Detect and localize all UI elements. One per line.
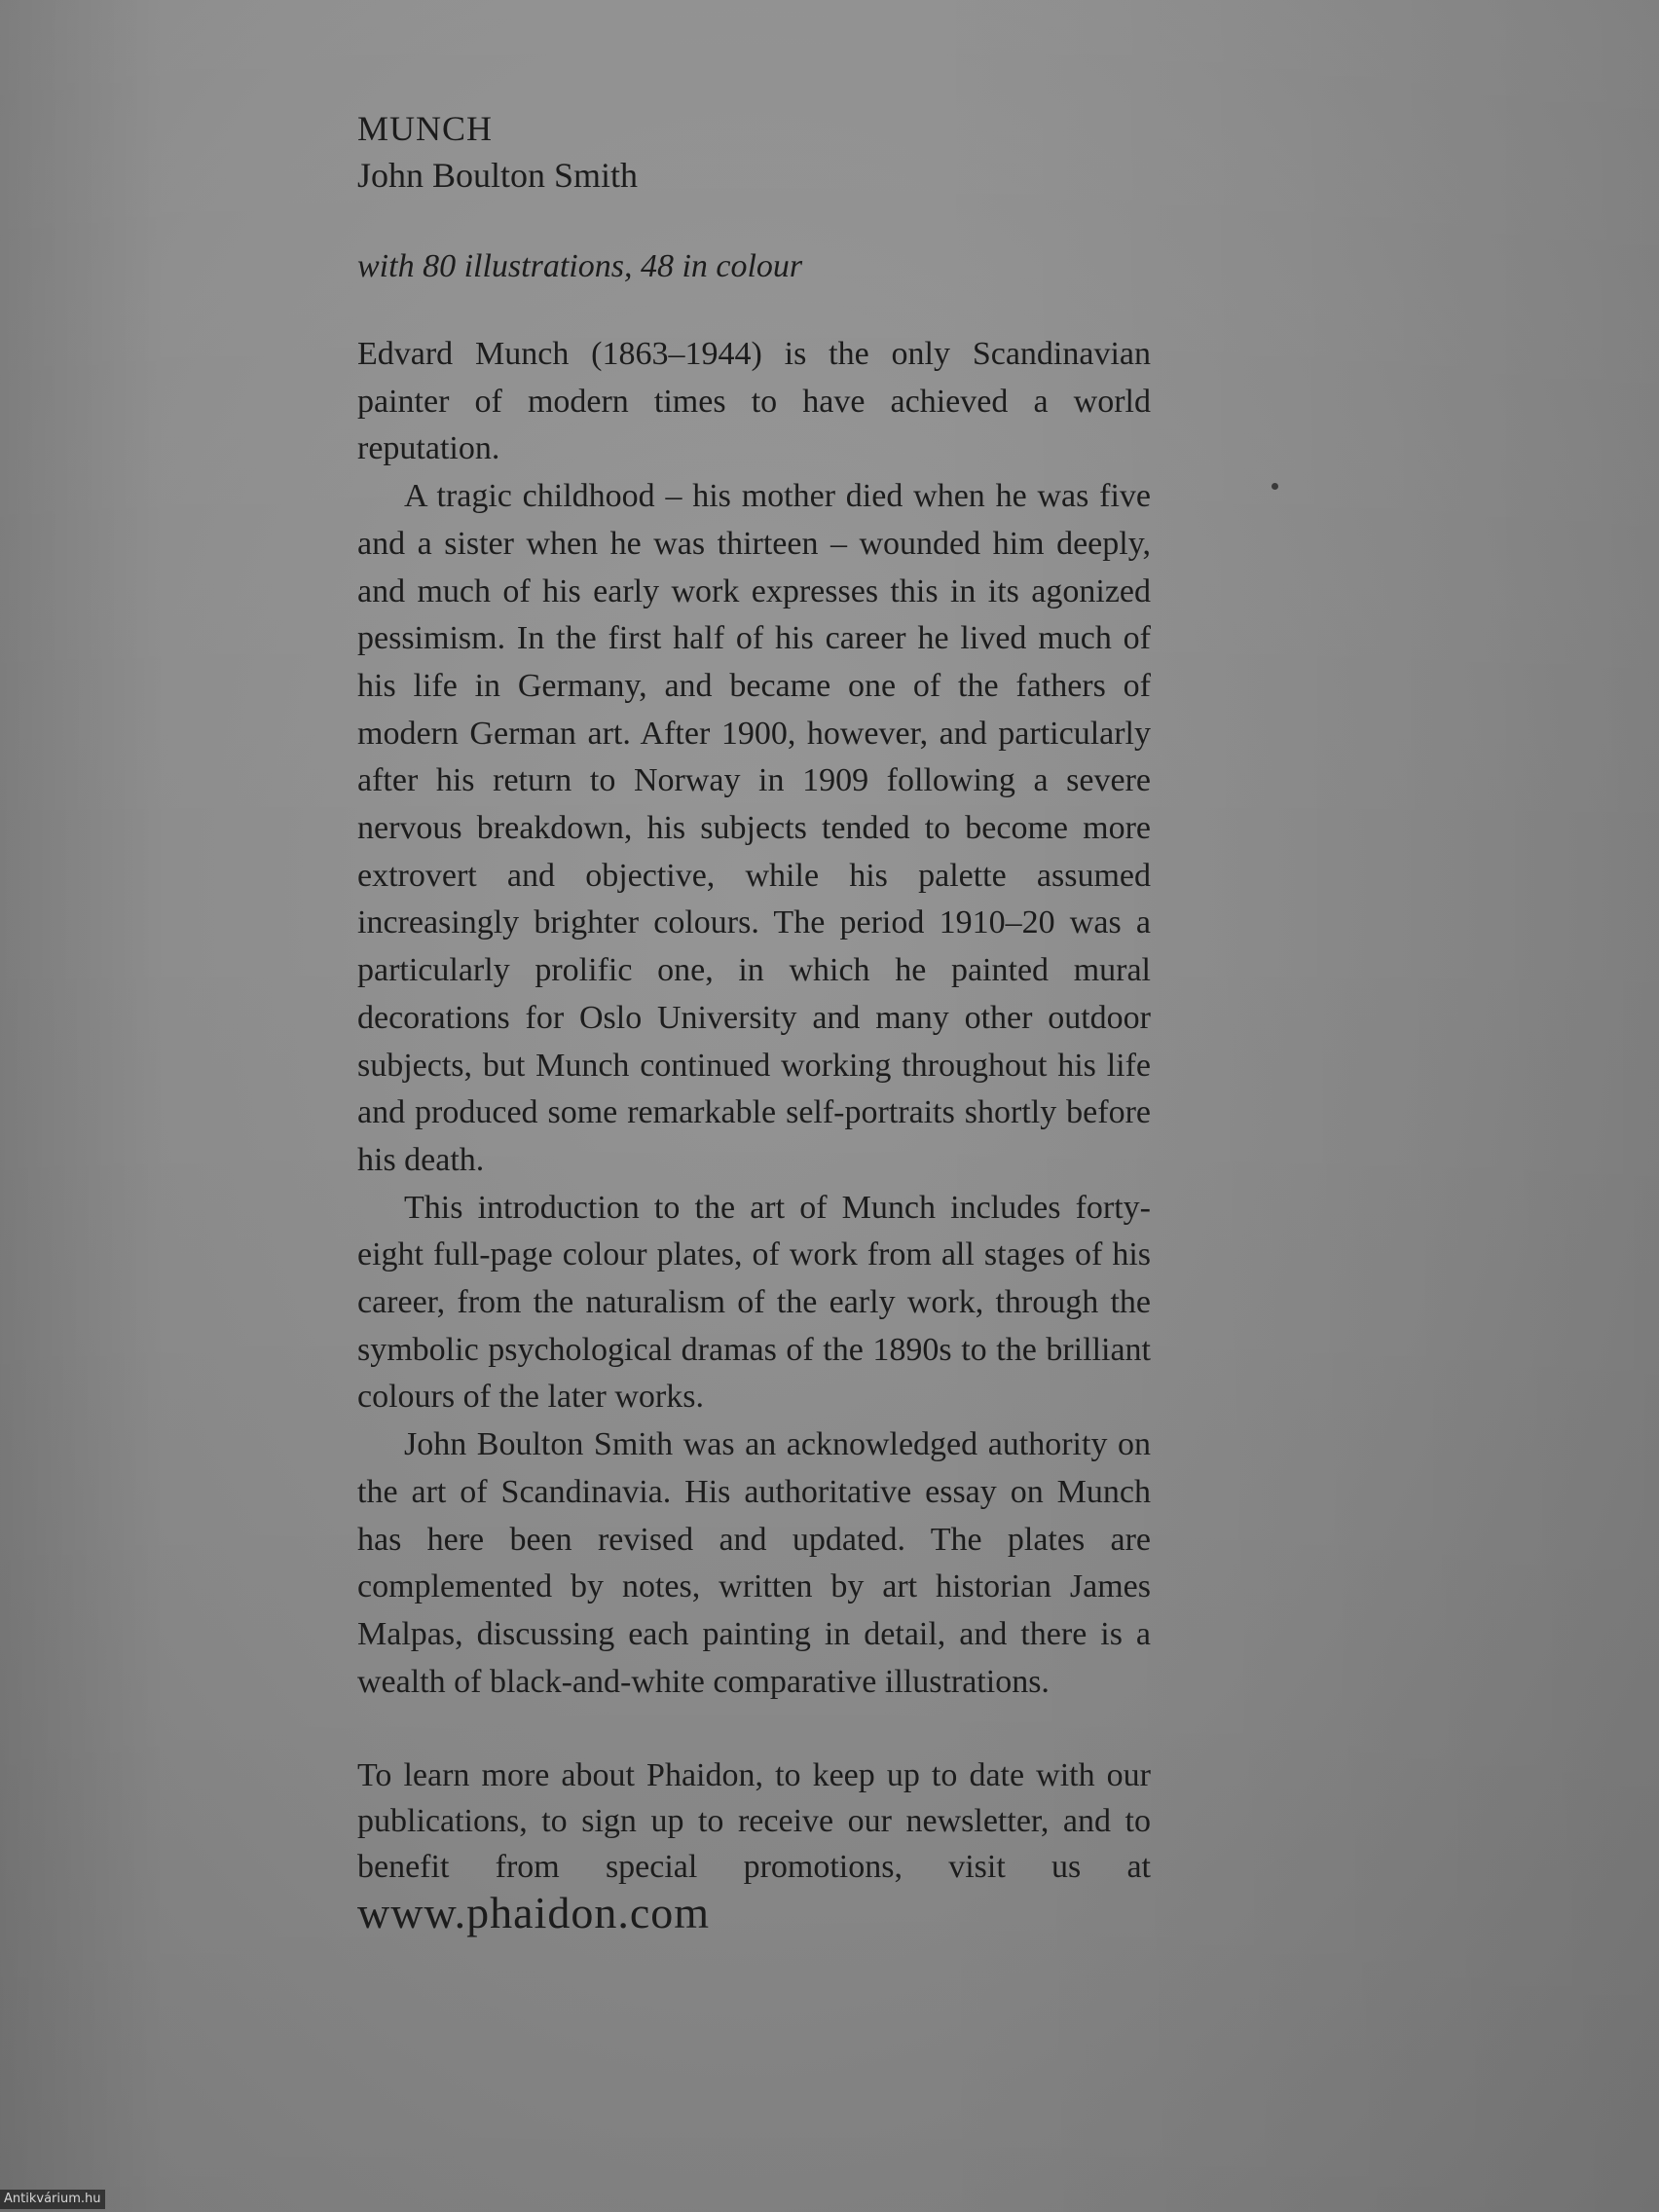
text-column bbox=[357, 105, 1151, 1940]
blurb-paragraph-4: John Boulton Smith was an acknowledged authority on the art of Scandinavia. His authoritative essay on Munch has here been revised and updated. The plates are complemented by notes, written by art historian James Malpas, discussing each painting in detail, and there is a wealth of black-and-white comparative illustrations. bbox=[357, 1426, 1151, 1700]
book-author: John Boulton Smith bbox=[357, 156, 639, 195]
publisher-website-link[interactable]: www.phaidon.com bbox=[357, 1888, 711, 1938]
blurb bbox=[357, 331, 1151, 1706]
dust-speck bbox=[1272, 483, 1278, 490]
blurb-paragraph-2: A tragic childhood – his mother died when he was five and a sister when he was thirteen – wounded him deeply, and much of his early work expresses this in its agonized pessimism. In the first half of his career he lived much of his life in Germany, and became one of the fathers of modern German art. After 1900, however, and particularly after his return to Norway in 1909 following a severe nervous breakdown, his subjects tended to become more extrovert and objective, while his palette assumed increasingly brighter colours. The period 1910–20 was a particularly prolific one, in which he painted mural decorations for Oslo University and many other outdoor subjects, but Munch continued working throughout his life and produced some remarkable self-portraits shortly before his death. bbox=[357, 478, 1151, 1178]
blurb-paragraph-1: Edvard Munch (1863–1944) is the only Scandinavian painter of modern times to have achieved a world reputation. bbox=[357, 336, 1151, 467]
illustrations-note: with 80 illustrations, 48 in colour bbox=[357, 248, 803, 284]
book-title: MUNCH bbox=[357, 109, 494, 148]
blurb-paragraph-3: This introduction to the art of Munch includes forty-eight full-page colour plates, of work from all stages of his career, from the naturalism of the early work, through the symbolic psychological dramas of the 1890s to the brilliant colours of the later works. bbox=[357, 1189, 1151, 1416]
watermark: Antikvárium.hu bbox=[0, 2190, 105, 2209]
promo-text: To learn more about Phaidon, to keep up to date with our publications, to sign up to receive our newsletter, and to benefit from special promotions, visit us at bbox=[357, 1757, 1151, 1886]
promo-paragraph bbox=[357, 1752, 1151, 1940]
